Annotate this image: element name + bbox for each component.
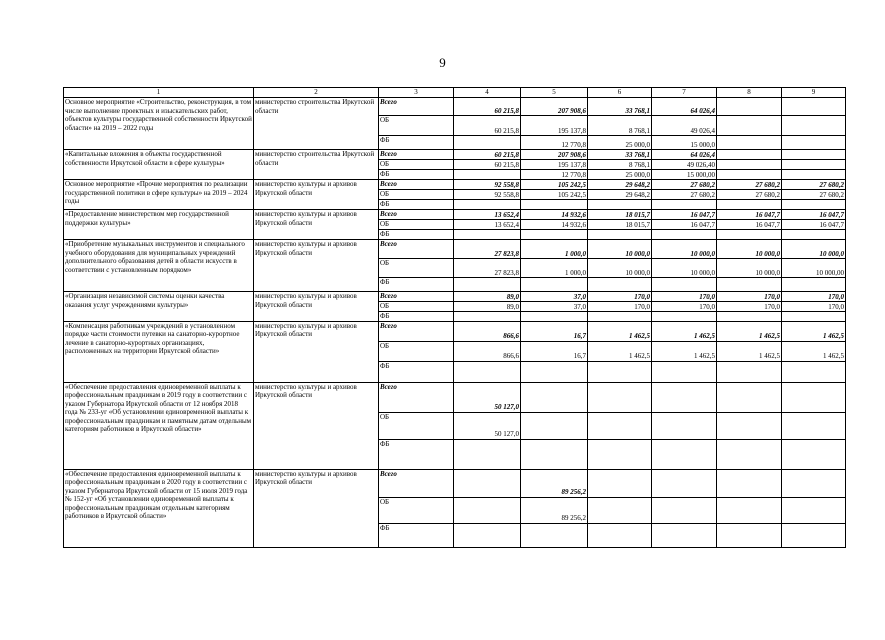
activity-description: «Предоставление министерством мер государственной поддержки культуры» bbox=[64, 210, 254, 240]
funding-source: Всего bbox=[379, 150, 454, 160]
amount-cell: 25 000,0 bbox=[588, 170, 652, 180]
amount-cell: 27 680,2 bbox=[782, 190, 846, 200]
amount-cell: 60 215,8 bbox=[454, 98, 521, 116]
amount-cell: 1 462,5 bbox=[782, 341, 846, 361]
amount-cell: 89,0 bbox=[454, 302, 521, 312]
amount-cell bbox=[588, 230, 652, 240]
funding-source: Всего bbox=[379, 240, 454, 259]
amount-cell bbox=[782, 312, 846, 322]
amount-cell: 170,0 bbox=[588, 302, 652, 312]
funding-source: ФБ bbox=[379, 312, 454, 322]
responsible-executor: министерство культуры и архивов Иркутской области bbox=[254, 321, 379, 382]
amount-cell bbox=[652, 497, 717, 523]
column-header: 3 bbox=[379, 88, 454, 98]
amount-cell: 14 932,6 bbox=[521, 210, 588, 220]
amount-cell bbox=[717, 439, 782, 469]
amount-cell bbox=[717, 116, 782, 136]
activity-description: «Капитальные вложения в объекты государственной собственности Иркутской области в сфере культуры» bbox=[64, 150, 254, 180]
amount-cell bbox=[717, 382, 782, 412]
amount-cell: 25 000,0 bbox=[588, 136, 652, 150]
amount-cell bbox=[454, 200, 521, 210]
amount-cell: 13 652,4 bbox=[454, 210, 521, 220]
amount-cell: 27 680,2 bbox=[717, 180, 782, 190]
amount-cell bbox=[454, 469, 521, 497]
responsible-executor: министерство культуры и архивов Иркутской области bbox=[254, 469, 379, 547]
amount-cell: 1 462,5 bbox=[652, 321, 717, 341]
activity-description: Основное мероприятие «Строительство, реконструкция, в том числе выполнение проектных и изыскательских работ, объектов культуры государственной собственности Иркутской области» на 2019 – 2022 годы bbox=[64, 98, 254, 150]
amount-cell: 1 000,0 bbox=[521, 259, 588, 278]
funding-source: ФБ bbox=[379, 439, 454, 469]
amount-cell: 16,7 bbox=[521, 321, 588, 341]
amount-cell: 64 026,4 bbox=[652, 150, 717, 160]
amount-cell: 50 127,0 bbox=[454, 412, 521, 439]
amount-cell: 12 770,8 bbox=[521, 136, 588, 150]
activity-description: Основное мероприятие «Прочие мероприятия по реализации государственной политики в сфере культуры» на 2019 – 2024 годы bbox=[64, 180, 254, 210]
activity-description: «Компенсация работникам учреждений в установленном порядке части стоимости путевки на санаторно-курортное лечение в санаторно-курортных организациях, расположенных на территории Иркутской области» bbox=[64, 321, 254, 382]
amount-cell bbox=[454, 312, 521, 322]
amount-cell bbox=[588, 439, 652, 469]
amount-cell: 37,0 bbox=[521, 292, 588, 302]
amount-cell: 89 256,2 bbox=[521, 469, 588, 497]
amount-cell bbox=[782, 469, 846, 497]
funding-source: ФБ bbox=[379, 170, 454, 180]
table-row bbox=[64, 210, 846, 220]
funding-source: ФБ bbox=[379, 136, 454, 150]
amount-cell bbox=[782, 98, 846, 116]
table-row bbox=[64, 150, 846, 160]
amount-cell bbox=[717, 150, 782, 160]
funding-source: Всего bbox=[379, 180, 454, 190]
funding-source: ОБ bbox=[379, 220, 454, 230]
column-header: 5 bbox=[521, 88, 588, 98]
amount-cell bbox=[454, 523, 521, 547]
amount-cell bbox=[652, 312, 717, 322]
amount-cell bbox=[521, 230, 588, 240]
activity-description: «Обеспечение предоставления единовременной выплаты к профессиональным праздникам в 2019 году в соответствии с указом Губернатора Иркутской области от 12 ноября 2018 года № 233-уг «Об установлении единовременной выплаты к профессиональным праздникам и памятным датам отдельным категориям работников в Иркутской области» bbox=[64, 382, 254, 469]
amount-cell bbox=[717, 469, 782, 497]
amount-cell bbox=[782, 361, 846, 382]
amount-cell: 60 215,8 bbox=[454, 160, 521, 170]
amount-cell bbox=[782, 160, 846, 170]
amount-cell: 207 908,6 bbox=[521, 98, 588, 116]
activity-description: «Обеспечение предоставления единовременной выплаты к профессиональным праздникам в 2020 году в соответствии с указом Губернатора Иркутской области от 15 июля 2019 года № 152-уг «Об установлении единовременной выплаты к профессиональным праздникам отдельным категориям работников в Иркутской области» bbox=[64, 469, 254, 547]
amount-cell bbox=[521, 439, 588, 469]
table-row bbox=[64, 321, 846, 341]
amount-cell: 60 215,8 bbox=[454, 116, 521, 136]
amount-cell: 866,6 bbox=[454, 341, 521, 361]
amount-cell bbox=[588, 523, 652, 547]
funding-source: ОБ bbox=[379, 412, 454, 439]
amount-cell: 170,0 bbox=[782, 302, 846, 312]
amount-cell: 89,0 bbox=[454, 292, 521, 302]
funding-source: Всего bbox=[379, 382, 454, 412]
funding-source: ФБ bbox=[379, 361, 454, 382]
amount-cell: 16 047,7 bbox=[782, 220, 846, 230]
amount-cell: 105 242,5 bbox=[521, 180, 588, 190]
amount-cell: 27 680,2 bbox=[652, 190, 717, 200]
column-header: 4 bbox=[454, 88, 521, 98]
table-row bbox=[64, 382, 846, 412]
amount-cell bbox=[454, 278, 521, 292]
amount-cell bbox=[652, 382, 717, 412]
table-row bbox=[64, 180, 846, 190]
amount-cell bbox=[782, 439, 846, 469]
funding-source: Всего bbox=[379, 210, 454, 220]
amount-cell bbox=[717, 278, 782, 292]
amount-cell: 170,0 bbox=[652, 292, 717, 302]
amount-cell bbox=[588, 497, 652, 523]
responsible-executor: министерство строительства Иркутской области bbox=[254, 150, 379, 180]
responsible-executor: министерство культуры и архивов Иркутской области bbox=[254, 180, 379, 210]
amount-cell: 1 462,5 bbox=[652, 341, 717, 361]
funding-source: ОБ bbox=[379, 190, 454, 200]
amount-cell bbox=[717, 170, 782, 180]
amount-cell: 27 680,2 bbox=[782, 180, 846, 190]
amount-cell bbox=[521, 412, 588, 439]
amount-cell bbox=[652, 200, 717, 210]
funding-source: Всего bbox=[379, 292, 454, 302]
amount-cell: 10 000,0 bbox=[717, 240, 782, 259]
amount-cell: 16 047,7 bbox=[717, 220, 782, 230]
funding-source: ФБ bbox=[379, 230, 454, 240]
amount-cell bbox=[454, 136, 521, 150]
amount-cell: 8 768,1 bbox=[588, 116, 652, 136]
amount-cell bbox=[652, 439, 717, 469]
amount-cell bbox=[588, 278, 652, 292]
amount-cell bbox=[521, 200, 588, 210]
amount-cell: 27 680,2 bbox=[717, 190, 782, 200]
amount-cell: 13 652,4 bbox=[454, 220, 521, 230]
amount-cell: 33 768,1 bbox=[588, 150, 652, 160]
amount-cell: 1 462,5 bbox=[717, 321, 782, 341]
amount-cell: 16 047,7 bbox=[652, 220, 717, 230]
amount-cell: 15 000,00 bbox=[652, 170, 717, 180]
amount-cell: 1 462,5 bbox=[782, 321, 846, 341]
amount-cell bbox=[588, 412, 652, 439]
funding-source: ФБ bbox=[379, 200, 454, 210]
amount-cell: 10 000,0 bbox=[652, 240, 717, 259]
amount-cell bbox=[588, 361, 652, 382]
amount-cell: 170,0 bbox=[717, 292, 782, 302]
funding-source: ОБ bbox=[379, 497, 454, 523]
amount-cell: 27 823,8 bbox=[454, 240, 521, 259]
amount-cell bbox=[717, 160, 782, 170]
amount-cell: 10 000,0 bbox=[588, 259, 652, 278]
amount-cell: 105 242,5 bbox=[521, 190, 588, 200]
amount-cell bbox=[521, 382, 588, 412]
budget-table bbox=[63, 87, 846, 548]
amount-cell: 12 770,8 bbox=[521, 170, 588, 180]
funding-source: ФБ bbox=[379, 278, 454, 292]
amount-cell: 64 026,4 bbox=[652, 98, 717, 116]
amount-cell: 10 000,0 bbox=[652, 259, 717, 278]
funding-source: ОБ bbox=[379, 116, 454, 136]
amount-cell bbox=[717, 136, 782, 150]
amount-cell: 8 768,1 bbox=[588, 160, 652, 170]
amount-cell: 10 000,0 bbox=[782, 240, 846, 259]
amount-cell bbox=[588, 312, 652, 322]
amount-cell bbox=[717, 523, 782, 547]
funding-source: Всего bbox=[379, 469, 454, 497]
amount-cell bbox=[782, 382, 846, 412]
amount-cell bbox=[454, 497, 521, 523]
funding-source: ОБ bbox=[379, 259, 454, 278]
table-row bbox=[64, 240, 846, 259]
amount-cell: 195 137,8 bbox=[521, 160, 588, 170]
amount-cell bbox=[588, 382, 652, 412]
table-row bbox=[64, 292, 846, 302]
activity-description: «Организация независимой системы оценки качества оказания услуг учреждениями культуры» bbox=[64, 292, 254, 322]
funding-source: ОБ bbox=[379, 341, 454, 361]
funding-source: Всего bbox=[379, 98, 454, 116]
amount-cell: 37,0 bbox=[521, 302, 588, 312]
amount-cell bbox=[454, 230, 521, 240]
amount-cell: 15 000,0 bbox=[652, 136, 717, 150]
amount-cell: 16,7 bbox=[521, 341, 588, 361]
amount-cell: 49 026,4 bbox=[652, 116, 717, 136]
activity-description: «Приобретение музыкальных инструментов и специального учебного оборудования для муниципальных учреждений дополнительного образования детей в области искусств в соответствии с установленным порядком» bbox=[64, 240, 254, 292]
amount-cell: 92 558,8 bbox=[454, 180, 521, 190]
amount-cell: 170,0 bbox=[588, 292, 652, 302]
column-header: 7 bbox=[652, 88, 717, 98]
table-row bbox=[64, 98, 846, 116]
amount-cell: 27 680,2 bbox=[652, 180, 717, 190]
amount-cell bbox=[782, 278, 846, 292]
column-header: 9 bbox=[782, 88, 846, 98]
amount-cell bbox=[521, 312, 588, 322]
amount-cell: 16 047,7 bbox=[652, 210, 717, 220]
amount-cell: 1 462,5 bbox=[588, 321, 652, 341]
amount-cell bbox=[652, 469, 717, 497]
amount-cell: 16 047,7 bbox=[782, 210, 846, 220]
amount-cell: 10 000,00 bbox=[782, 259, 846, 278]
amount-cell: 170,0 bbox=[782, 292, 846, 302]
funding-source: ОБ bbox=[379, 302, 454, 312]
amount-cell bbox=[782, 116, 846, 136]
amount-cell: 10 000,0 bbox=[717, 259, 782, 278]
amount-cell bbox=[782, 230, 846, 240]
amount-cell bbox=[717, 200, 782, 210]
amount-cell bbox=[652, 412, 717, 439]
amount-cell bbox=[717, 412, 782, 439]
amount-cell: 29 648,2 bbox=[588, 180, 652, 190]
amount-cell: 27 823,8 bbox=[454, 259, 521, 278]
column-header: 1 bbox=[64, 88, 254, 98]
amount-cell: 1 000,0 bbox=[521, 240, 588, 259]
funding-source: Всего bbox=[379, 321, 454, 341]
amount-cell: 866,6 bbox=[454, 321, 521, 341]
amount-cell bbox=[782, 136, 846, 150]
responsible-executor: министерство культуры и архивов Иркутской области bbox=[254, 382, 379, 469]
amount-cell: 16 047,7 bbox=[717, 210, 782, 220]
amount-cell bbox=[652, 230, 717, 240]
funding-source: ФБ bbox=[379, 523, 454, 547]
amount-cell bbox=[717, 312, 782, 322]
amount-cell: 29 648,2 bbox=[588, 190, 652, 200]
amount-cell: 195 137,8 bbox=[521, 116, 588, 136]
responsible-executor: министерство строительства Иркутской области bbox=[254, 98, 379, 150]
amount-cell bbox=[782, 412, 846, 439]
amount-cell bbox=[521, 361, 588, 382]
amount-cell bbox=[717, 497, 782, 523]
column-header: 2 bbox=[254, 88, 379, 98]
amount-cell: 1 462,5 bbox=[588, 341, 652, 361]
amount-cell bbox=[652, 278, 717, 292]
amount-cell: 10 000,0 bbox=[588, 240, 652, 259]
amount-cell: 33 768,1 bbox=[588, 98, 652, 116]
amount-cell bbox=[588, 469, 652, 497]
responsible-executor: министерство культуры и архивов Иркутской области bbox=[254, 240, 379, 292]
amount-cell: 207 908,6 bbox=[521, 150, 588, 160]
column-header-row bbox=[64, 88, 846, 98]
amount-cell: 18 015,7 bbox=[588, 220, 652, 230]
amount-cell bbox=[454, 170, 521, 180]
amount-cell bbox=[652, 523, 717, 547]
amount-cell bbox=[454, 361, 521, 382]
amount-cell bbox=[521, 523, 588, 547]
amount-cell bbox=[521, 278, 588, 292]
responsible-executor: министерство культуры и архивов Иркутской области bbox=[254, 292, 379, 322]
amount-cell bbox=[782, 170, 846, 180]
amount-cell: 170,0 bbox=[717, 302, 782, 312]
amount-cell: 89 256,2 bbox=[521, 497, 588, 523]
amount-cell bbox=[717, 98, 782, 116]
amount-cell bbox=[782, 150, 846, 160]
amount-cell bbox=[652, 361, 717, 382]
amount-cell bbox=[717, 361, 782, 382]
amount-cell bbox=[454, 439, 521, 469]
amount-cell: 170,0 bbox=[652, 302, 717, 312]
amount-cell: 49 026,40 bbox=[652, 160, 717, 170]
amount-cell: 60 215,8 bbox=[454, 150, 521, 160]
amount-cell bbox=[782, 523, 846, 547]
column-header: 8 bbox=[717, 88, 782, 98]
amount-cell bbox=[717, 230, 782, 240]
responsible-executor: министерство культуры и архивов Иркутской области bbox=[254, 210, 379, 240]
amount-cell: 50 127,0 bbox=[454, 382, 521, 412]
amount-cell bbox=[782, 497, 846, 523]
amount-cell: 92 558,8 bbox=[454, 190, 521, 200]
page-number: 9 bbox=[439, 55, 446, 70]
column-header: 6 bbox=[588, 88, 652, 98]
amount-cell bbox=[782, 200, 846, 210]
table-row bbox=[64, 469, 846, 497]
amount-cell bbox=[588, 200, 652, 210]
amount-cell: 1 462,5 bbox=[717, 341, 782, 361]
amount-cell: 14 932,6 bbox=[521, 220, 588, 230]
funding-source: ОБ bbox=[379, 160, 454, 170]
amount-cell: 18 015,7 bbox=[588, 210, 652, 220]
